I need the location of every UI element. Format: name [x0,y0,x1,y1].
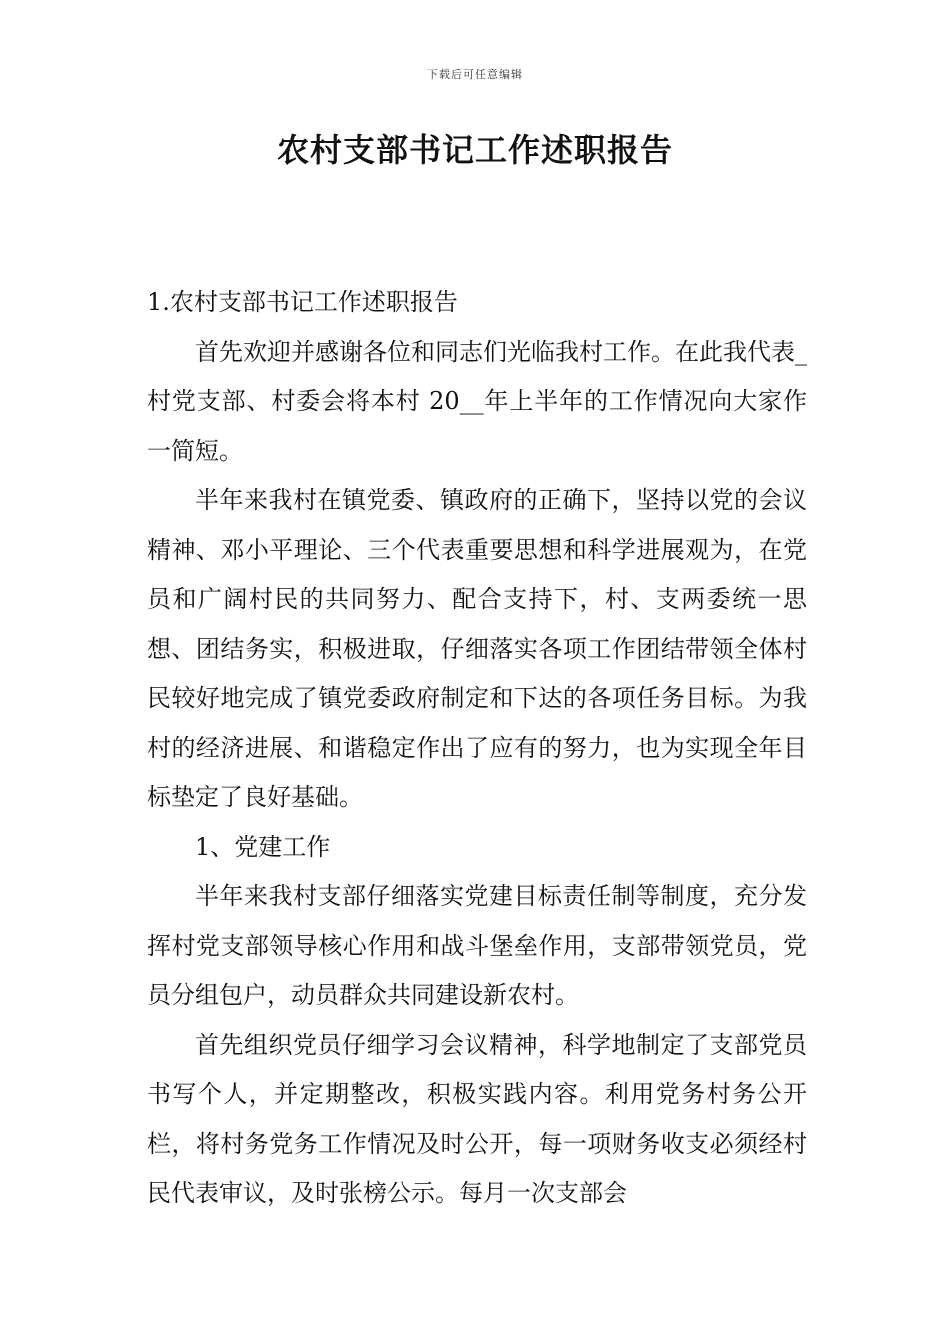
subsection-heading: 1、党建工作 [195,832,331,861]
document-title: 农村支部书记工作述职报告 [276,131,673,169]
paragraph-party-building: 半年来我村支部仔细落实党建目标责任制等制度，充分发挥村党支部领导核心作用和战斗堡垒作用，支部带领党员，党员分组包户，动员群众共同建设新农村。 [147,882,807,1009]
header-note: 下载后可任意编辑 [427,68,523,81]
paragraph-study: 首先组织党员仔细学习会议精神，科学地制定了支部党员书写个人，并定期整改，积极实践内容。利用党务村务公开栏，将村务党务工作情况及时公开，每一项财务收支必须经村民代表审议，及时张榜公示。每月一次支部会 [147,1030,807,1207]
paragraph-intro: 首先欢迎并感谢各位和同志们光临我村工作。在此我代表_村党支部、村委会将本村 20__年上半年的工作情况向大家作一简短。 [147,337,807,465]
paragraph-summary: 半年来我村在镇党委、镇政府的正确下，坚持以党的会议精神、邓小平理论、三个代表重要思想和科学进展观为，在党员和广阔村民的共同努力、配合支持下，村、支两委统一思想、团结务实，积极进取，仔细落实各项工作团结带领全体村民较好地完成了镇党委政府制定和下达的各项任务目标。为我村的经济进展、和谐稳定作出了应有的努力，也为实现全年目标垫定了良好基础。 [147,486,807,811]
document-body [147,278,807,1219]
section-heading: 1.农村支部书记工作述职报告 [147,288,458,316]
